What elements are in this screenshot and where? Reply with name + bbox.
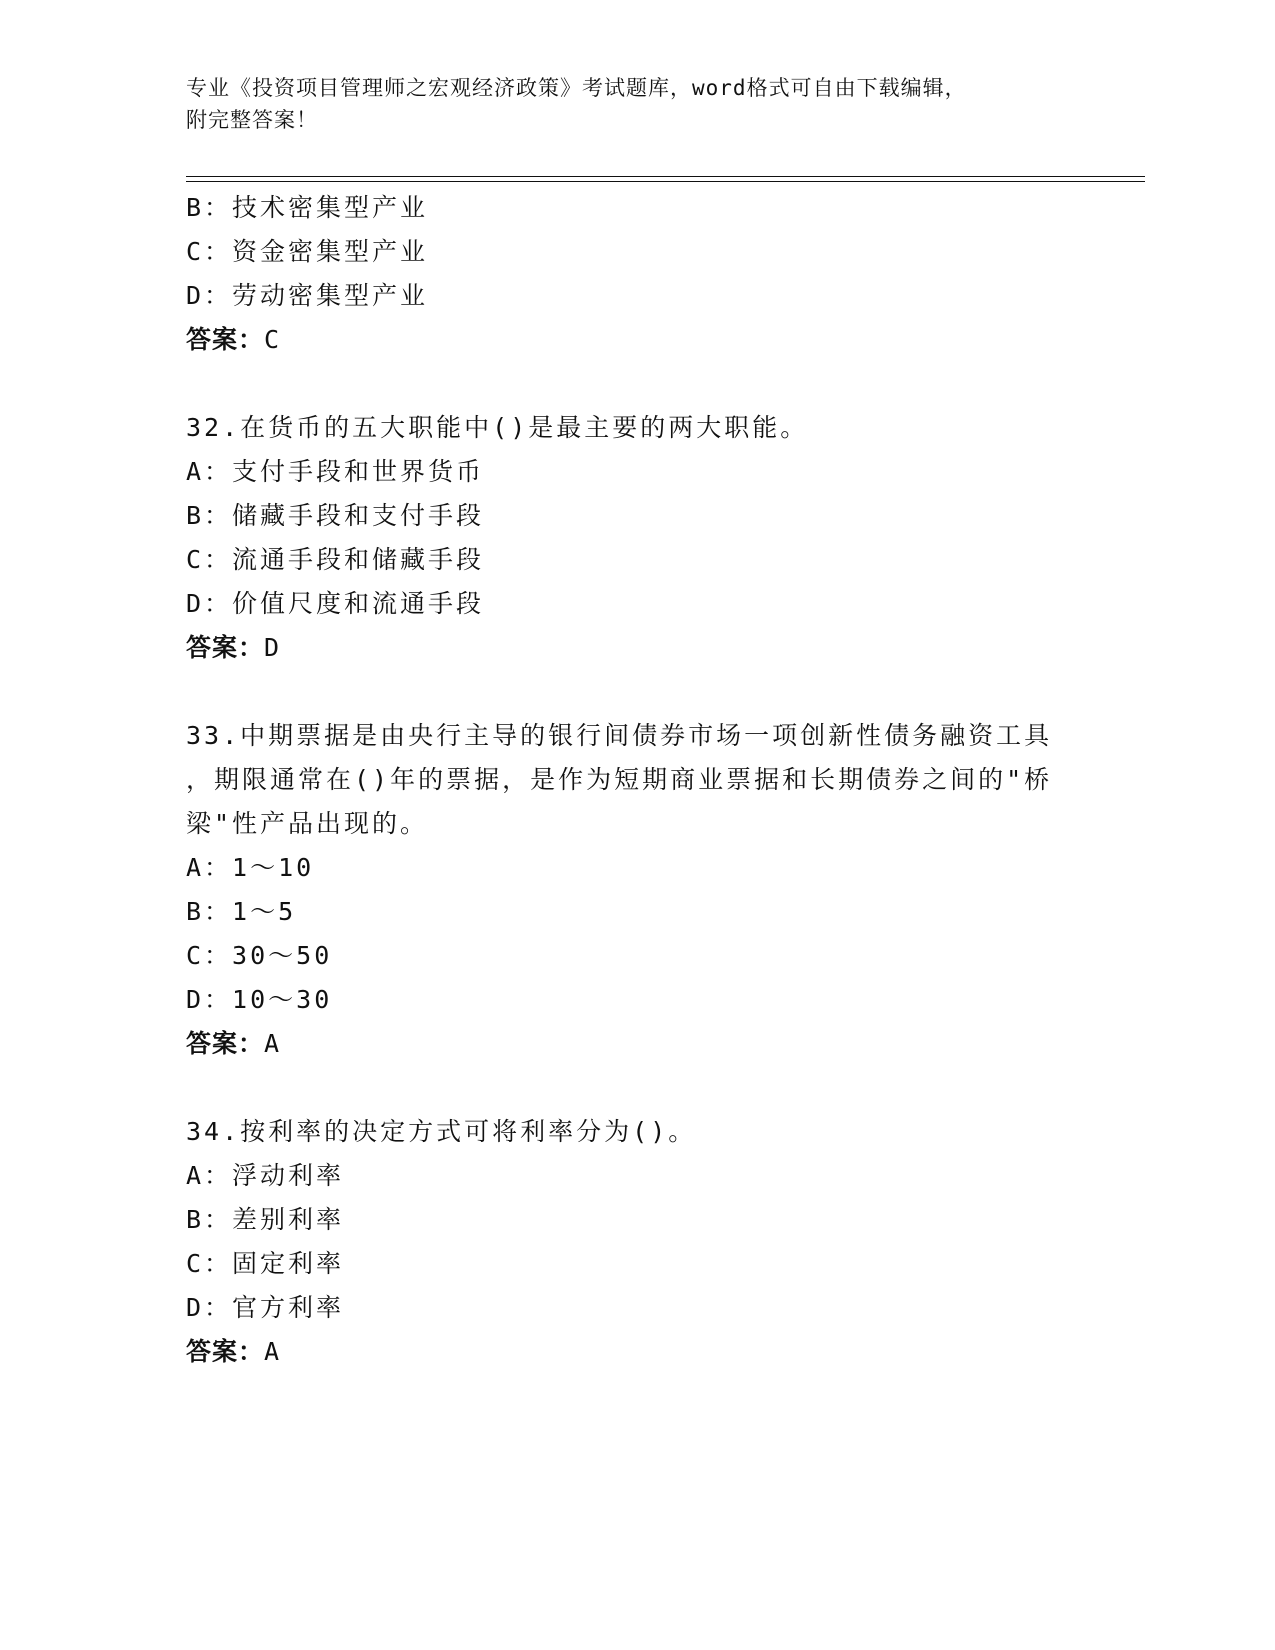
q33-answer bbox=[186, 1028, 280, 1060]
q33-option-a: A：1～10 bbox=[186, 853, 315, 882]
q33-stem-line-2: ，期限通常在()年的票据，是作为短期商业票据和长期债券之间的"桥 bbox=[186, 765, 1053, 794]
header-line-2: 附完整答案！ bbox=[186, 108, 318, 132]
q32-option-d: D：价值尺度和流通手段 bbox=[186, 589, 485, 618]
header-line-1: 专业《投资项目管理师之宏观经济政策》考试题库，word格式可自由下载编辑， bbox=[186, 76, 967, 100]
q33-option-b: B：1～5 bbox=[186, 897, 297, 926]
q31-option-c: C：资金密集型产业 bbox=[186, 237, 429, 266]
q34-option-b: B：差别利率 bbox=[186, 1205, 345, 1234]
q34-option-c: C：固定利率 bbox=[186, 1249, 345, 1278]
q34-answer bbox=[186, 1336, 280, 1368]
answer-label: 答案： bbox=[186, 633, 265, 662]
header-divider-top bbox=[186, 176, 1145, 177]
answer-value: A bbox=[264, 1337, 281, 1366]
answer-value: C bbox=[264, 325, 281, 354]
q32-option-a: A：支付手段和世界货币 bbox=[186, 457, 485, 486]
answer-label: 答案： bbox=[186, 325, 265, 354]
q31-answer bbox=[186, 324, 280, 356]
answer-label: 答案： bbox=[186, 1029, 265, 1058]
header-divider-bottom bbox=[186, 181, 1145, 182]
answer-value: A bbox=[264, 1029, 281, 1058]
q33-stem-line-3: 梁"性产品出现的。 bbox=[186, 809, 429, 838]
q34-option-a: A：浮动利率 bbox=[186, 1161, 345, 1190]
q33-option-d: D：10～30 bbox=[186, 985, 333, 1014]
answer-label: 答案： bbox=[186, 1337, 265, 1366]
q31-option-b: B：技术密集型产业 bbox=[186, 193, 429, 222]
answer-value: D bbox=[264, 633, 281, 662]
q31-option-d: D：劳动密集型产业 bbox=[186, 281, 429, 310]
q32-option-b: B：储藏手段和支付手段 bbox=[186, 501, 485, 530]
q32-option-c: C：流通手段和储藏手段 bbox=[186, 545, 485, 574]
q32-stem: 32.在货币的五大职能中()是最主要的两大职能。 bbox=[186, 413, 809, 442]
q32-answer bbox=[186, 632, 280, 664]
q33-option-c: C：30～50 bbox=[186, 941, 333, 970]
document-header bbox=[186, 72, 1086, 136]
q34-option-d: D：官方利率 bbox=[186, 1293, 345, 1322]
q34-stem: 34.按利率的决定方式可将利率分为()。 bbox=[186, 1117, 697, 1146]
q33-stem-line-1: 33.中期票据是由央行主导的银行间债券市场一项创新性债务融资工具 bbox=[186, 721, 1053, 750]
